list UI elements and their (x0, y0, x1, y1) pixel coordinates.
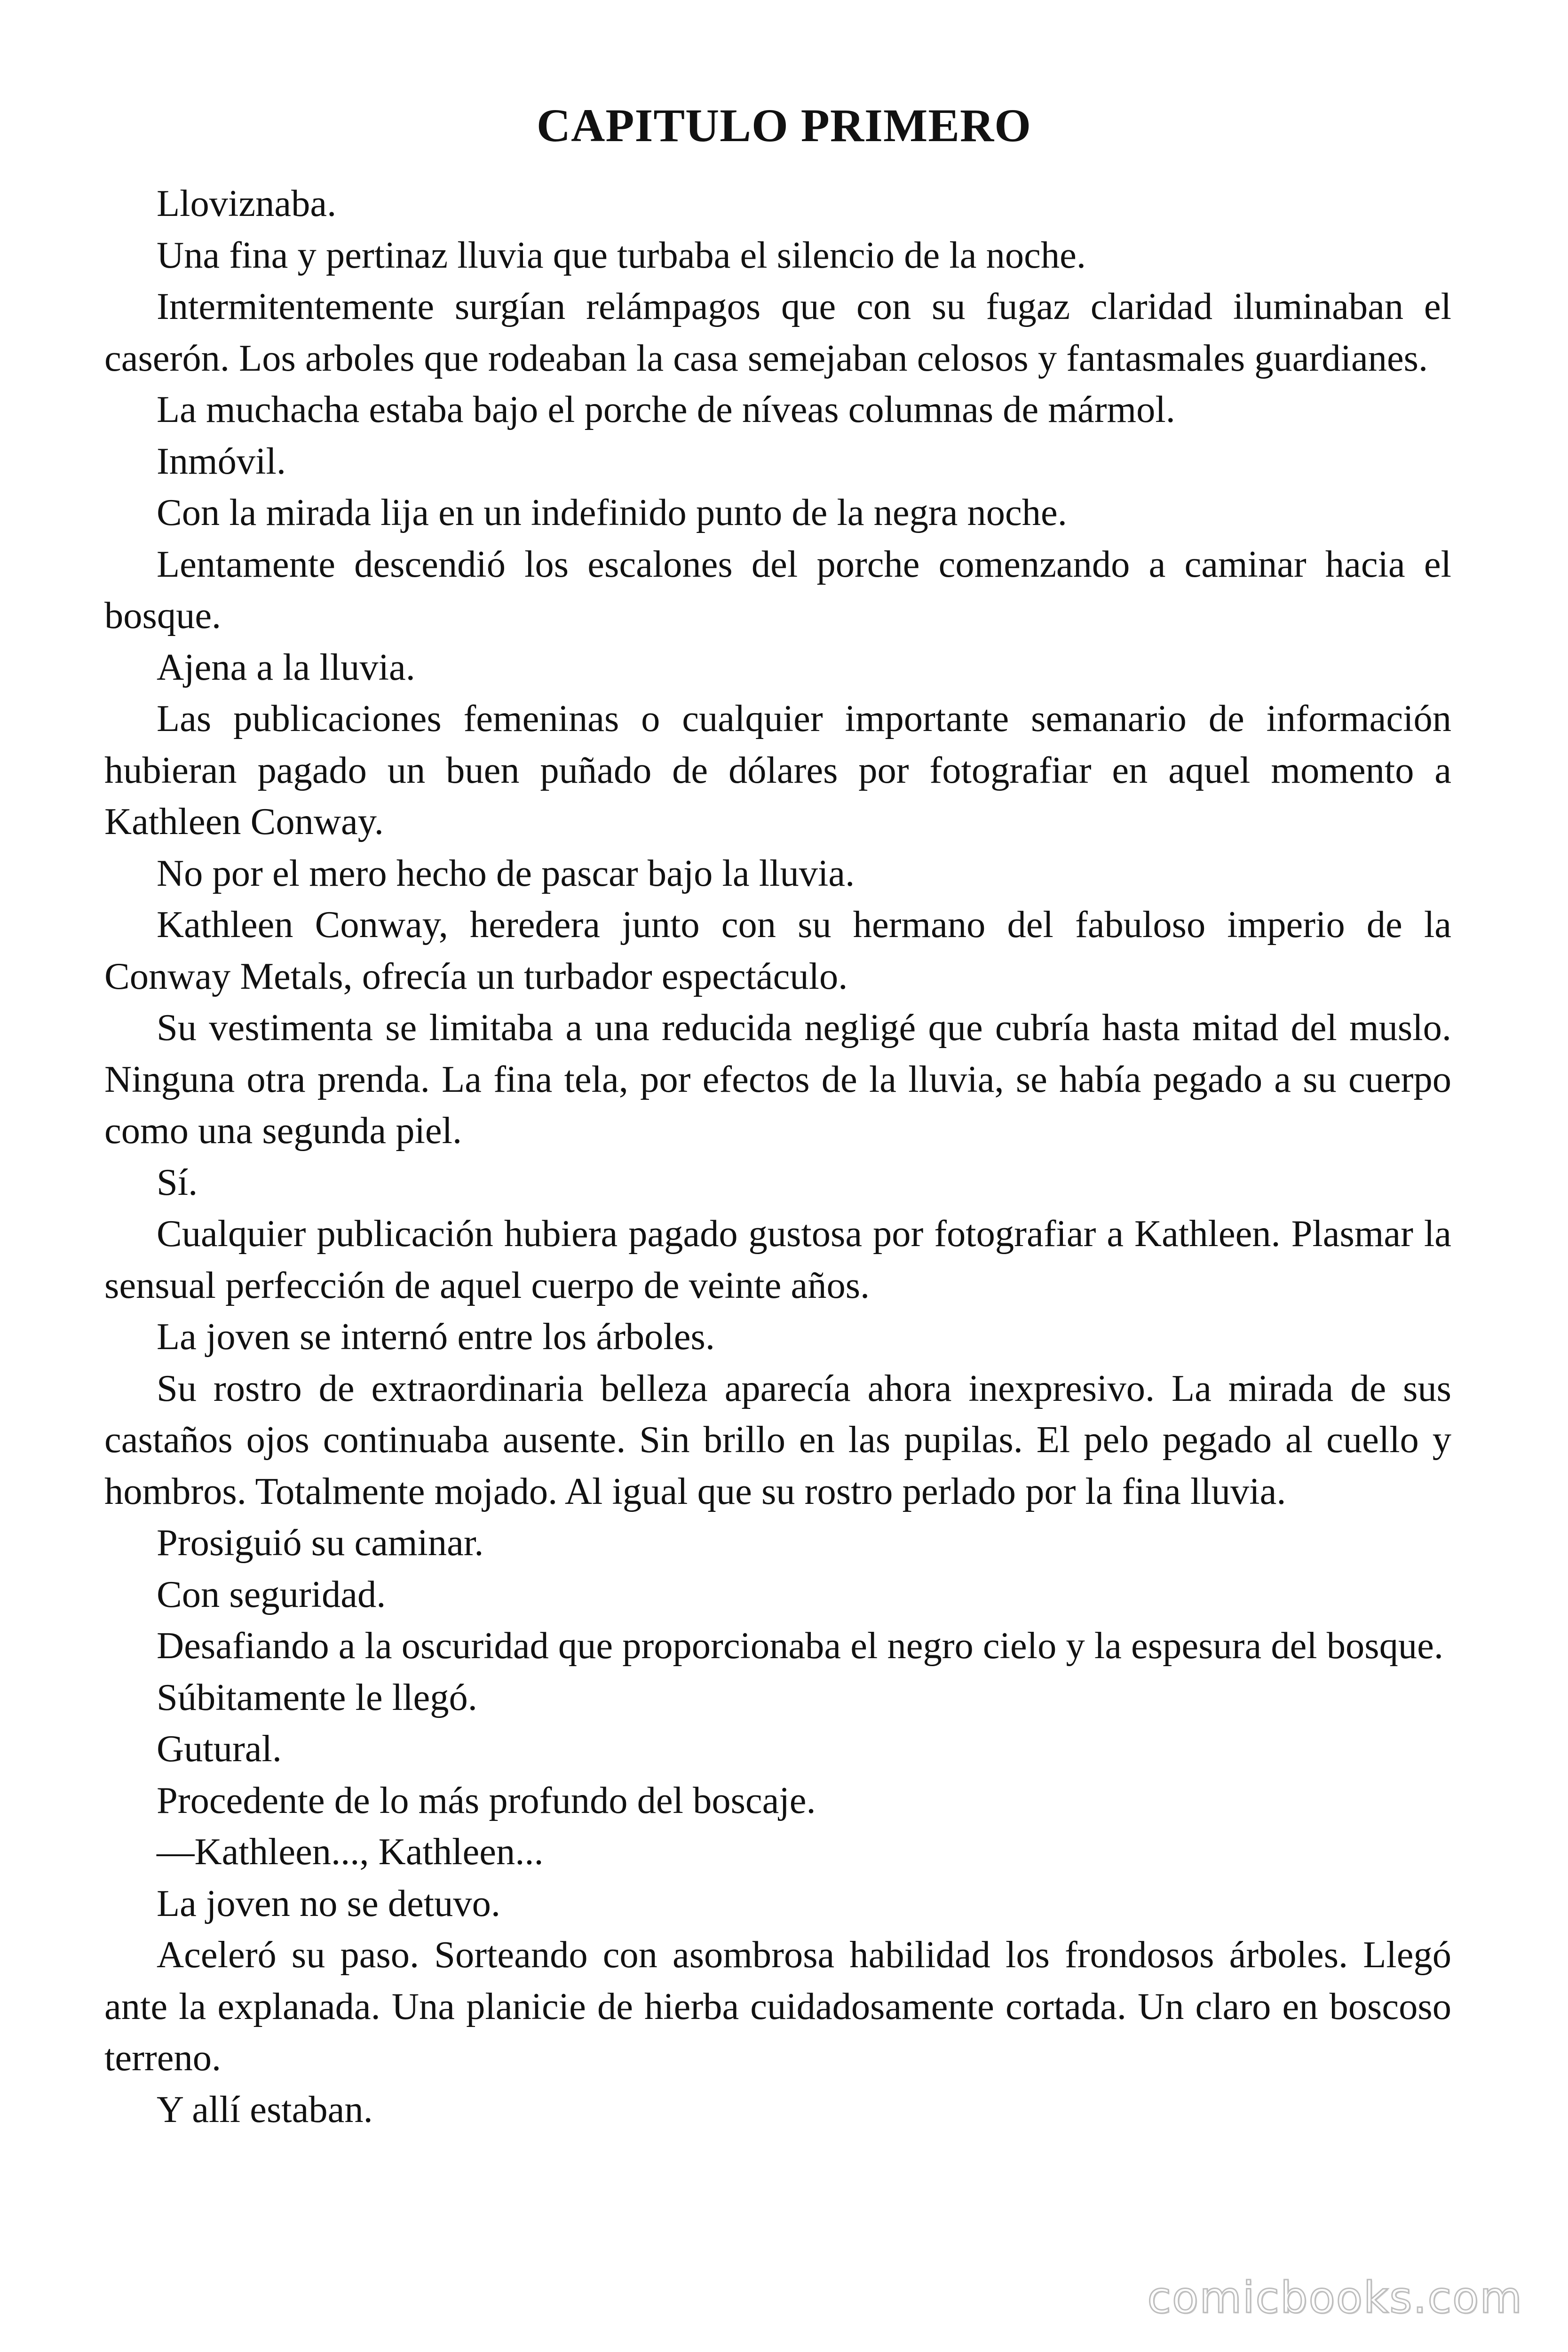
paragraph: Las publicaciones femeninas o cualquier importante semanario de información hubieran pagado un buen puñado de dólares por fotografiar en aquel momento a Kathleen Conway. (104, 698, 1451, 842)
paragraph: Prosiguió su caminar. (157, 1522, 484, 1564)
paragraph: Súbitamente le llegó. (157, 1676, 477, 1718)
paragraph: La joven se internó entre los árboles. (157, 1316, 715, 1358)
paragraph: Lentamente descendió los escalones del porche comenzando a caminar hacia el bosque. (104, 543, 1451, 636)
paragraph: Una fina y pertinaz lluvia que turbaba el silencio de la noche. (157, 234, 1086, 276)
paragraph: Cualquier publicación hubiera pagado gustosa por fotografiar a Kathleen. Plasmar la sensual perfección de aquel cuerpo de veinte años. (104, 1213, 1451, 1306)
paragraph: Inmóvil. (157, 440, 286, 482)
paragraph: Desafiando a la oscuridad que proporcionaba el negro cielo y la espesura del bosque. (157, 1625, 1443, 1667)
paragraph: Lloviznaba. (157, 183, 337, 224)
paragraph: Aceleró su paso. Sorteando con asombrosa habilidad los frondosos árboles. Llegó ante la explanada. Una planicie de hierba cuidadosamente cortada. Un claro en boscoso terreno. (104, 1934, 1451, 2079)
paragraph: Su rostro de extraordinaria belleza aparecía ahora inexpresivo. La mirada de sus castaños ojos continuaba ausente. Sin brillo en las pupilas. El pelo pegado al cuello y hombros. Totalmente mojado. Al igual que su rostro perlado por la fina lluvia. (104, 1367, 1451, 1512)
paragraph: Ajena a la lluvia. (157, 646, 415, 688)
paragraph: La joven no se detuvo. (157, 1882, 501, 1924)
paragraph: Gutural. (157, 1728, 282, 1770)
paragraph: La muchacha estaba bajo el porche de níveas columnas de mármol. (157, 389, 1175, 430)
paragraph: Su vestimenta se limitaba a una reducida negligé que cubría hasta mitad del muslo. Ninguna otra prenda. La fina tela, por efectos de la lluvia, se había pegado a su cuerpo como una segunda piel. (104, 1007, 1451, 1152)
paragraph: Sí. (157, 1161, 198, 1203)
paragraph: Con la mirada lija en un indefinido punto de la negra noche. (157, 492, 1067, 533)
paragraph: Con seguridad. (157, 1573, 386, 1615)
paragraph: Procedente de lo más profundo del boscaje. (157, 1779, 816, 1821)
watermark-logo: comicbooks.com (1147, 2273, 1523, 2323)
paragraph: Kathleen Conway, heredera junto con su hermano del fabuloso imperio de la Conway Metals, ofrecía un turbador espectáculo. (104, 904, 1451, 997)
paragraph: —Kathleen..., Kathleen... (157, 1831, 544, 1873)
chapter-body (104, 178, 1451, 2135)
chapter-title: CAPITULO PRIMERO (536, 99, 1032, 151)
paragraph: Intermitentemente surgían relámpagos que con su fugaz claridad iluminaban el caserón. Los arboles que rodeaban la casa semejaban celosos y fantasmales guardianes. (104, 286, 1451, 379)
paragraph: No por el mero hecho de pascar bajo la lluvia. (157, 852, 855, 894)
paragraph: Y allí estaban. (157, 2088, 373, 2130)
